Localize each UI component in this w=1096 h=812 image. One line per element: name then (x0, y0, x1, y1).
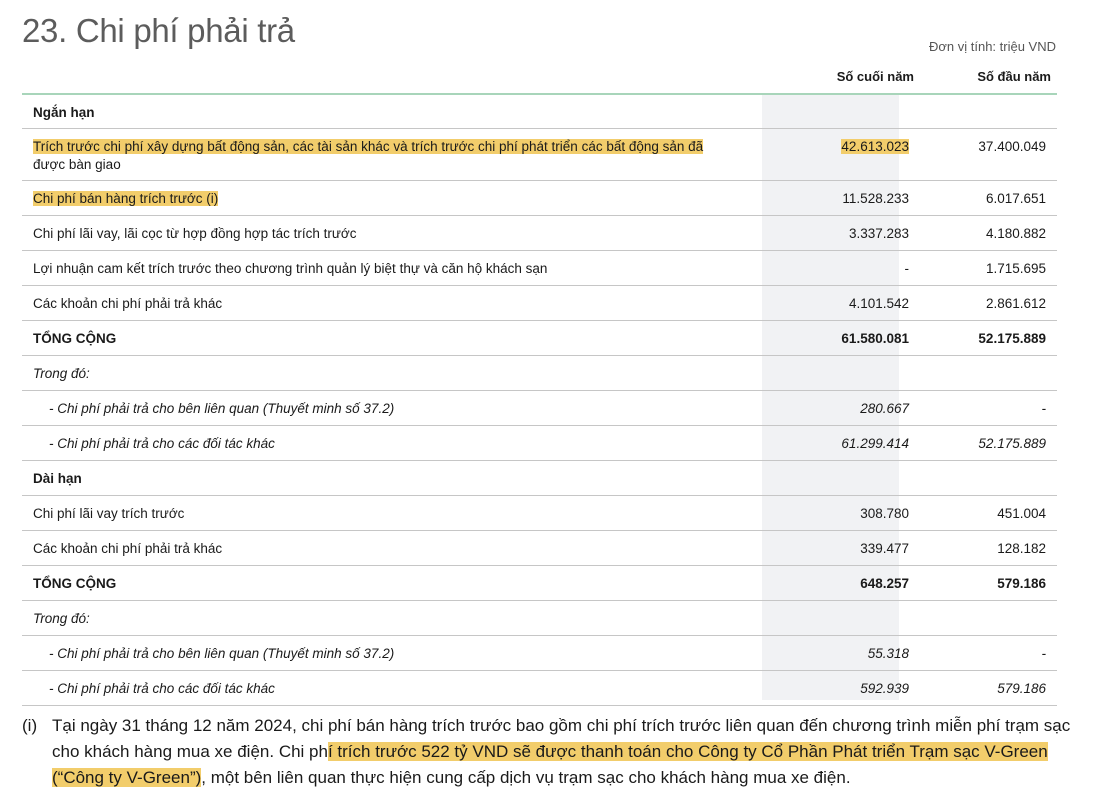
value-end-of-year-text: 648.257 (860, 576, 909, 591)
value-end-of-year-text: 11.528.233 (842, 191, 909, 206)
row-label-text: - Chi phí phải trả cho bên liên quan (Thuyết minh số 37.2) (49, 401, 395, 416)
value-end-of-year-text: 3.337.283 (848, 226, 909, 241)
value-beginning-of-year: 579.186 (997, 681, 1046, 696)
table-header (22, 60, 1057, 95)
table-row (22, 496, 1057, 531)
subheading-row (22, 356, 1057, 391)
value-end-of-year-text: 61.580.081 (841, 331, 909, 346)
value-beginning-of-year: 1.715.695 (985, 261, 1046, 276)
row-label-text: Trích trước chi phí xây dựng bất động sản, các tài sản khác và trích trước chi phí phát triển các bất động sản đã (33, 139, 704, 154)
value-end-of-year (842, 190, 909, 208)
value-end-of-year-text: 339.477 (860, 541, 909, 556)
table-row (22, 216, 1057, 251)
row-label (49, 435, 769, 453)
row-label (33, 225, 753, 243)
value-end-of-year (868, 645, 909, 663)
value-end-of-year (841, 138, 909, 156)
footnote-text-start: Tại ngày 31 tháng 12 năm 2024, chi phí bán hàng trích trước bao gồm chi phí trích trước liên quan đến chương trình miễn phí trạm sạc cho khách hàng mua xe điện. Chi ph (52, 716, 1071, 761)
row-label-text: - Chi phí phải trả cho các đối tác khác (49, 681, 275, 696)
section-row (22, 461, 1057, 496)
table-row (22, 286, 1057, 321)
value-end-of-year-text: - (904, 261, 909, 276)
value-beginning-of-year: 6.017.651 (985, 191, 1046, 206)
row-label (49, 680, 769, 698)
footnote-marker: (i) (22, 716, 38, 735)
value-end-of-year (860, 680, 909, 698)
row-label (33, 104, 753, 122)
row-label-text: Trong đó: (33, 611, 90, 626)
row-label (33, 138, 753, 174)
table-row (22, 531, 1057, 566)
row-label-text: Chi phí lãi vay, lãi cọc từ hợp đồng hợp tác trích trước (33, 226, 357, 241)
value-end-of-year (905, 260, 910, 278)
column-header-beginning-of-year: Số đầu năm (977, 69, 1051, 84)
value-end-of-year (860, 540, 909, 558)
value-beginning-of-year: - (1041, 646, 1046, 661)
row-label-text: Các khoản chi phí phải trả khác (33, 541, 223, 556)
value-beginning-of-year: 52.175.889 (978, 436, 1046, 451)
row-label-text: TỔNG CỘNG (33, 331, 117, 346)
value-end-of-year-text: 42.613.023 (841, 139, 909, 154)
footnote-text (52, 713, 1072, 791)
value-end-of-year (841, 435, 909, 453)
value-end-of-year-text: 280.667 (860, 401, 909, 416)
value-beginning-of-year: 579.186 (997, 576, 1046, 591)
row-label-continuation: được bàn giao (33, 157, 121, 172)
page-title: 23. Chi phí phải trả (22, 12, 295, 49)
table-row (22, 426, 1057, 461)
column-header-end-of-year: Số cuối năm (836, 69, 914, 84)
table-row (22, 251, 1057, 286)
footnote (22, 713, 1072, 791)
value-end-of-year (849, 225, 909, 243)
value-end-of-year-text: 4.101.542 (848, 296, 909, 311)
row-label (33, 470, 753, 488)
accrued-expenses-table (22, 60, 1057, 706)
value-beginning-of-year: - (1041, 401, 1046, 416)
footnote-text-end: , một bên liên quan thực hiện cung cấp dịch vụ trạm sạc cho khách hàng mua xe điện. (201, 768, 851, 787)
value-end-of-year (841, 330, 909, 348)
row-label-text: TỔNG CỘNG (33, 576, 117, 591)
table-row (22, 129, 1057, 181)
value-end-of-year (860, 400, 909, 418)
value-beginning-of-year: 128.182 (997, 541, 1046, 556)
row-label-text: Chi phí bán hàng trích trước (i) (33, 191, 219, 206)
value-beginning-of-year: 52.175.889 (978, 331, 1046, 346)
value-end-of-year-text: 61.299.414 (841, 436, 909, 451)
row-label-text: Chi phí lãi vay trích trước (33, 506, 185, 521)
row-label-text: - Chi phí phải trả cho các đối tác khác (49, 436, 275, 451)
row-label-text: Trong đó: (33, 366, 90, 381)
value-beginning-of-year: 451.004 (997, 506, 1046, 521)
row-label (33, 190, 753, 208)
total-row (22, 566, 1057, 601)
footnote-highlight: í trích trước 522 tỷ VND sẽ được thanh toán cho Công ty Cổ Phần Phát triển Trạm sạc V-Green (“Công ty V-Green”) (52, 742, 1048, 787)
row-label (33, 330, 753, 348)
row-label (33, 610, 753, 628)
row-label (33, 365, 753, 383)
value-beginning-of-year: 4.180.882 (985, 226, 1046, 241)
row-label (33, 260, 753, 278)
table-row (22, 636, 1057, 671)
total-row (22, 321, 1057, 356)
value-end-of-year-text: 592.939 (860, 681, 909, 696)
value-end-of-year-text: 55.318 (867, 646, 909, 661)
value-beginning-of-year: 37.400.049 (978, 139, 1046, 154)
row-label (33, 540, 753, 558)
row-label (33, 295, 753, 313)
row-label-text: Các khoản chi phí phải trả khác (33, 296, 223, 311)
subheading-row (22, 601, 1057, 636)
value-end-of-year (860, 575, 909, 593)
row-label (49, 400, 769, 418)
table-row (22, 391, 1057, 426)
row-label-text: Lợi nhuận cam kết trích trước theo chương trình quản lý biệt thự và căn hộ khách sạn (33, 261, 548, 276)
row-label (33, 575, 753, 593)
row-label (33, 505, 753, 523)
row-label (49, 645, 769, 663)
value-beginning-of-year: 2.861.612 (985, 296, 1046, 311)
unit-label: Đơn vị tính: triệu VND (928, 39, 1056, 54)
row-label-text: - Chi phí phải trả cho bên liên quan (Thuyết minh số 37.2) (49, 646, 395, 661)
table-row (22, 181, 1057, 216)
value-end-of-year-text: 308.780 (860, 506, 909, 521)
row-label-text: Dài hạn (33, 471, 82, 486)
value-end-of-year (860, 505, 909, 523)
table-row (22, 671, 1057, 706)
value-end-of-year (849, 295, 909, 313)
section-row (22, 95, 1057, 129)
row-label-text: Ngắn hạn (33, 105, 95, 120)
